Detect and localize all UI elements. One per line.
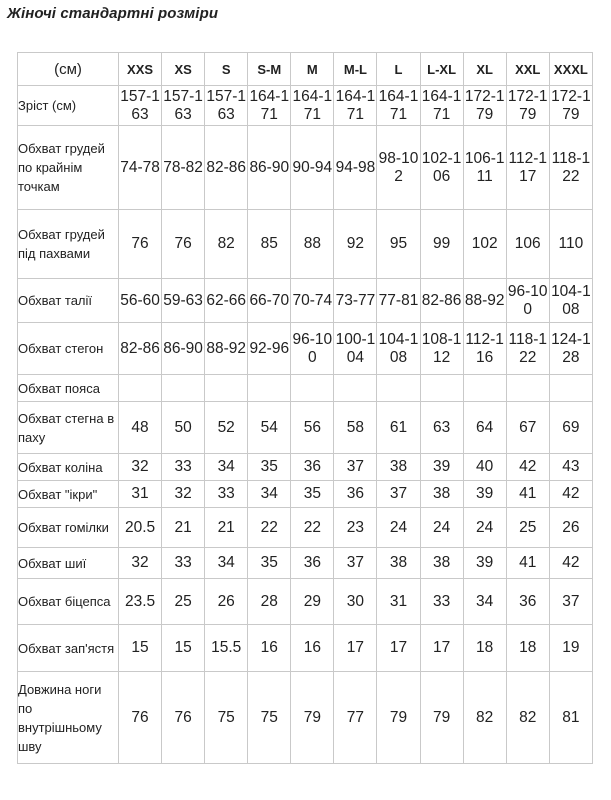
table-row [18,126,593,210]
size-value-cell: 124-128 [549,323,592,375]
size-value-cell: 82 [463,672,506,764]
size-value-cell: 66-70 [248,279,291,323]
size-value-cell: 32 [162,481,205,508]
size-value-cell: 32 [119,548,162,579]
size-header: L [377,53,420,86]
size-value-cell: 118-122 [506,323,549,375]
size-value-cell: 104-108 [377,323,420,375]
size-value-cell: 18 [463,625,506,672]
size-value-cell: 35 [248,454,291,481]
size-header: XXXL [549,53,592,86]
table-row [18,548,593,579]
size-value-cell: 38 [377,548,420,579]
size-value-cell [248,375,291,402]
size-value-cell: 94-98 [334,126,377,210]
row-label: Обхват пояса [18,375,119,402]
size-value-cell: 90-94 [291,126,334,210]
size-value-cell: 28 [248,579,291,625]
size-value-cell: 95 [377,210,420,279]
size-chart-table [17,52,593,764]
row-label: Обхват грудей по крайнім точкам [18,126,119,210]
size-value-cell: 76 [119,672,162,764]
size-value-cell: 29 [291,579,334,625]
size-value-cell: 102 [463,210,506,279]
size-value-cell: 37 [334,548,377,579]
size-value-cell: 41 [506,548,549,579]
size-value-cell: 112-117 [506,126,549,210]
size-value-cell: 38 [377,454,420,481]
size-value-cell: 104-108 [549,279,592,323]
size-value-cell: 31 [119,481,162,508]
size-value-cell: 33 [162,454,205,481]
size-value-cell: 37 [549,579,592,625]
size-value-cell: 100-104 [334,323,377,375]
size-value-cell: 23.5 [119,579,162,625]
size-value-cell: 59-63 [162,279,205,323]
size-value-cell: 85 [248,210,291,279]
size-value-cell: 64 [463,402,506,454]
size-value-cell: 15 [162,625,205,672]
size-value-cell: 18 [506,625,549,672]
row-label: Обхват біцепса [18,579,119,625]
table-row [18,672,593,764]
size-value-cell: 30 [334,579,377,625]
size-value-cell: 37 [377,481,420,508]
row-label: Обхват талії [18,279,119,323]
size-value-cell: 81 [549,672,592,764]
size-value-cell: 54 [248,402,291,454]
size-value-cell: 39 [463,481,506,508]
size-value-cell: 22 [291,508,334,548]
size-value-cell [162,375,205,402]
size-value-cell: 43 [549,454,592,481]
size-value-cell: 73-77 [334,279,377,323]
size-value-cell: 34 [248,481,291,508]
size-chart-body [18,86,593,764]
size-value-cell: 17 [334,625,377,672]
row-label: Довжина ноги по внутрішньому шву [18,672,119,764]
size-value-cell: 36 [334,481,377,508]
size-value-cell: 70-74 [291,279,334,323]
size-header: XS [162,53,205,86]
row-label: Обхват шиї [18,548,119,579]
size-value-cell: 15.5 [205,625,248,672]
size-value-cell: 82-86 [205,126,248,210]
table-row [18,625,593,672]
page-title: Жіночі стандартні розміри [7,5,219,22]
size-value-cell: 108-112 [420,323,463,375]
size-value-cell: 98-102 [377,126,420,210]
size-value-cell: 74-78 [119,126,162,210]
size-value-cell: 16 [291,625,334,672]
size-value-cell: 112-116 [463,323,506,375]
size-value-cell [205,375,248,402]
size-value-cell [377,375,420,402]
size-value-cell: 17 [420,625,463,672]
size-value-cell: 15 [119,625,162,672]
size-value-cell: 82 [205,210,248,279]
size-value-cell: 35 [291,481,334,508]
size-value-cell: 78-82 [162,126,205,210]
size-value-cell: 62-66 [205,279,248,323]
row-label: Обхват стегна в паху [18,402,119,454]
size-value-cell: 86-90 [248,126,291,210]
table-row [18,454,593,481]
size-value-cell: 33 [420,579,463,625]
size-value-cell: 69 [549,402,592,454]
size-value-cell: 82-86 [119,323,162,375]
row-label: Зріст (см) [18,86,119,126]
size-value-cell: 36 [291,454,334,481]
size-value-cell: 92-96 [248,323,291,375]
size-value-cell: 157-163 [205,86,248,126]
table-row [18,508,593,548]
table-row [18,323,593,375]
size-header: S [205,53,248,86]
size-value-cell: 35 [248,548,291,579]
size-value-cell: 20.5 [119,508,162,548]
size-value-cell: 76 [119,210,162,279]
size-value-cell: 82 [506,672,549,764]
table-row [18,86,593,126]
size-value-cell: 26 [549,508,592,548]
table-row [18,279,593,323]
size-value-cell: 88-92 [205,323,248,375]
size-value-cell: 42 [549,481,592,508]
size-value-cell: 77-81 [377,279,420,323]
row-label: Обхват "ікри" [18,481,119,508]
unit-header: (см) [18,53,119,86]
size-value-cell: 21 [205,508,248,548]
size-value-cell: 33 [205,481,248,508]
size-value-cell: 164-171 [334,86,377,126]
size-value-cell: 52 [205,402,248,454]
row-label: Обхват коліна [18,454,119,481]
size-value-cell: 25 [162,579,205,625]
size-value-cell: 96-100 [506,279,549,323]
size-value-cell: 36 [506,579,549,625]
size-value-cell: 110 [549,210,592,279]
size-value-cell: 164-171 [248,86,291,126]
size-value-cell: 23 [334,508,377,548]
size-value-cell: 79 [420,672,463,764]
size-value-cell: 86-90 [162,323,205,375]
size-value-cell: 37 [334,454,377,481]
size-value-cell: 118-122 [549,126,592,210]
size-value-cell: 172-179 [549,86,592,126]
size-value-cell: 19 [549,625,592,672]
size-value-cell [119,375,162,402]
size-value-cell: 39 [420,454,463,481]
size-value-cell: 106-111 [463,126,506,210]
size-value-cell: 56 [291,402,334,454]
size-value-cell: 61 [377,402,420,454]
size-value-cell [334,375,377,402]
size-value-cell: 99 [420,210,463,279]
size-value-cell [420,375,463,402]
size-value-cell: 164-171 [420,86,463,126]
size-header: S-M [248,53,291,86]
table-row [18,210,593,279]
size-header: XL [463,53,506,86]
size-value-cell: 24 [377,508,420,548]
table-row [18,481,593,508]
size-value-cell: 24 [463,508,506,548]
size-value-cell: 42 [549,548,592,579]
size-value-cell: 21 [162,508,205,548]
size-value-cell: 82-86 [420,279,463,323]
size-value-cell: 38 [420,548,463,579]
size-value-cell: 164-171 [377,86,420,126]
size-value-cell: 63 [420,402,463,454]
size-value-cell: 16 [248,625,291,672]
size-value-cell: 38 [420,481,463,508]
size-value-cell: 50 [162,402,205,454]
size-value-cell: 172-179 [463,86,506,126]
row-label: Обхват зап'ястя [18,625,119,672]
size-value-cell: 75 [205,672,248,764]
size-value-cell: 164-171 [291,86,334,126]
size-value-cell: 17 [377,625,420,672]
header-row [18,53,593,86]
size-value-cell: 32 [119,454,162,481]
size-value-cell: 56-60 [119,279,162,323]
size-value-cell: 31 [377,579,420,625]
size-value-cell: 172-179 [506,86,549,126]
size-value-cell: 157-163 [119,86,162,126]
size-value-cell: 34 [205,548,248,579]
size-value-cell: 157-163 [162,86,205,126]
size-value-cell: 77 [334,672,377,764]
size-value-cell: 48 [119,402,162,454]
size-value-cell: 22 [248,508,291,548]
size-value-cell: 88-92 [463,279,506,323]
table-row [18,375,593,402]
size-value-cell: 106 [506,210,549,279]
size-value-cell: 102-106 [420,126,463,210]
size-value-cell: 58 [334,402,377,454]
size-value-cell: 33 [162,548,205,579]
size-value-cell: 41 [506,481,549,508]
size-value-cell: 26 [205,579,248,625]
size-header: L-XL [420,53,463,86]
size-chart-header [18,53,593,86]
size-value-cell: 79 [377,672,420,764]
size-value-cell: 36 [291,548,334,579]
size-value-cell [291,375,334,402]
row-label: Обхват стегон [18,323,119,375]
size-value-cell: 34 [205,454,248,481]
size-value-cell: 25 [506,508,549,548]
size-value-cell: 67 [506,402,549,454]
size-value-cell [506,375,549,402]
row-label: Обхват грудей під пахвами [18,210,119,279]
size-header: XXS [119,53,162,86]
size-value-cell: 34 [463,579,506,625]
size-value-cell: 24 [420,508,463,548]
size-value-cell: 76 [162,672,205,764]
row-label: Обхват гомілки [18,508,119,548]
size-value-cell: 42 [506,454,549,481]
table-row [18,402,593,454]
size-value-cell: 39 [463,548,506,579]
size-value-cell: 79 [291,672,334,764]
size-header: XXL [506,53,549,86]
size-value-cell: 92 [334,210,377,279]
size-value-cell: 88 [291,210,334,279]
size-value-cell: 40 [463,454,506,481]
size-header: M-L [334,53,377,86]
size-value-cell [549,375,592,402]
table-row [18,579,593,625]
size-header: M [291,53,334,86]
size-value-cell: 76 [162,210,205,279]
size-value-cell: 75 [248,672,291,764]
size-value-cell [463,375,506,402]
size-value-cell: 96-100 [291,323,334,375]
